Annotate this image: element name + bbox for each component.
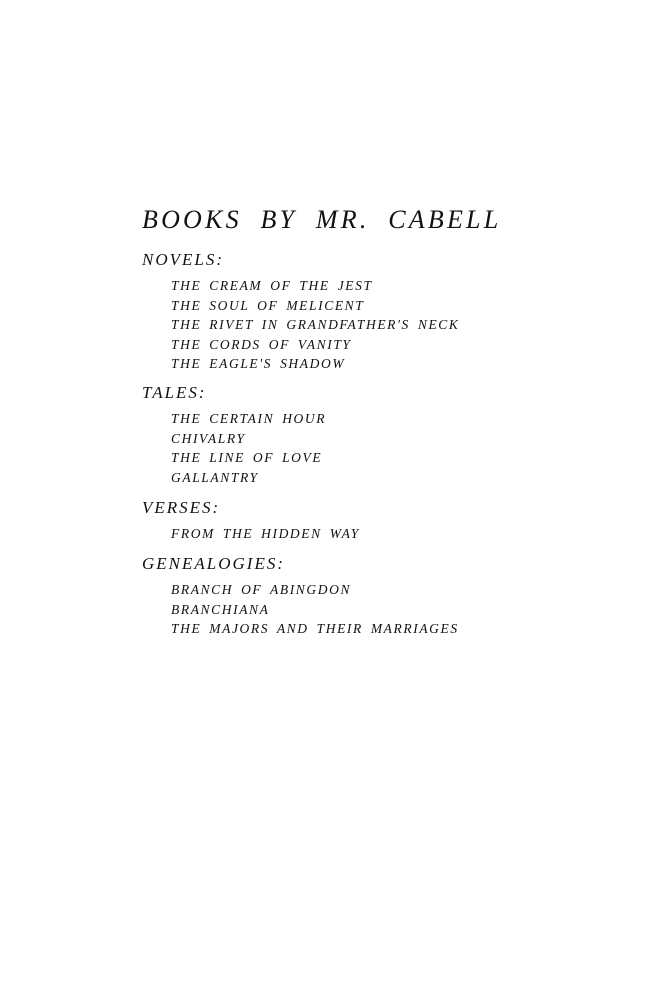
section-verses — [142, 496, 360, 544]
book-title: THE LINE OF LOVE — [171, 450, 323, 465]
page-title: BOOKS BY MR. CABELL — [142, 205, 502, 234]
section-novels — [142, 248, 460, 374]
section-heading: VERSES: — [142, 498, 221, 517]
book-list — [142, 276, 460, 374]
book-list — [142, 524, 360, 544]
book-title: GALLANTRY — [171, 469, 259, 485]
book-title: THE CREAM OF THE JEST — [171, 278, 373, 293]
section-heading: GENEALOGIES: — [142, 554, 285, 573]
book-title: BRANCHIANA — [171, 601, 270, 617]
section-heading: TALES: — [142, 383, 207, 402]
book-title: CHIVALRY — [171, 430, 246, 446]
section-tales — [142, 381, 326, 487]
book-title: THE MAJORS AND THEIR MARRIAGES — [171, 621, 459, 636]
book-title: THE RIVET IN GRANDFATHER'S NECK — [171, 317, 460, 332]
book-list — [142, 580, 459, 639]
book-title: THE SOUL OF MELICENT — [171, 297, 365, 313]
book-title: THE CORDS OF VANITY — [171, 336, 352, 352]
book-title: BRANCH OF ABINGDON — [171, 582, 352, 597]
book-title: THE EAGLE'S SHADOW — [171, 356, 346, 371]
book-title: THE CERTAIN HOUR — [171, 411, 327, 426]
book-title: FROM THE HIDDEN WAY — [171, 526, 360, 541]
section-heading: NOVELS: — [142, 250, 224, 269]
book-list — [142, 409, 326, 487]
section-genealogies — [142, 552, 459, 639]
